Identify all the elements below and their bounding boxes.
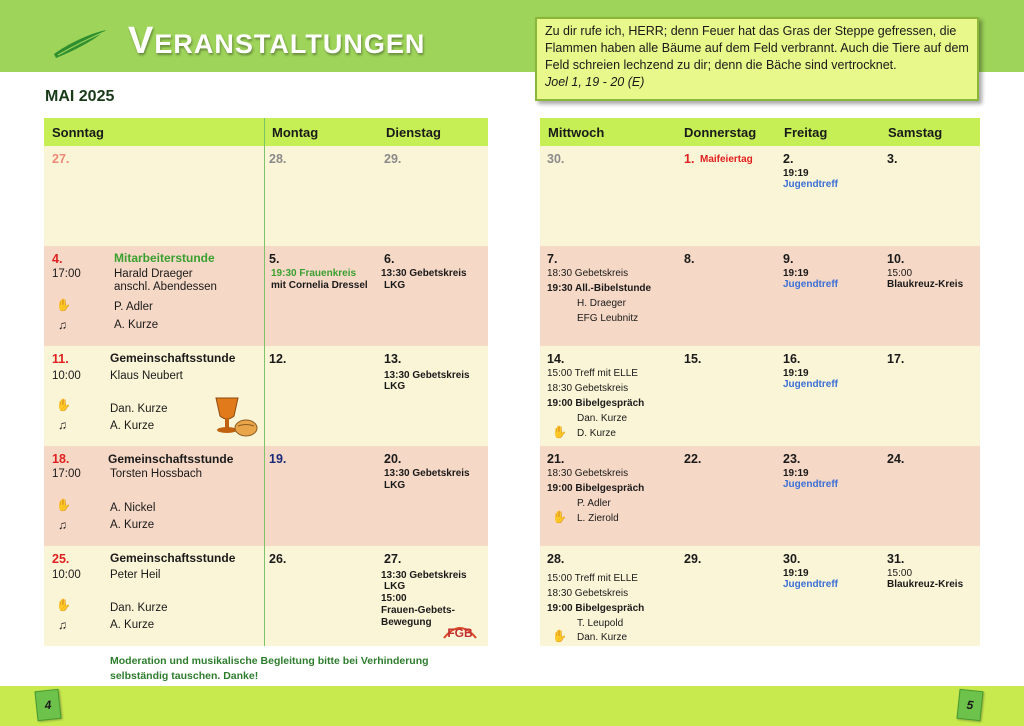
tuesday-event-time: 15:00 <box>381 593 407 604</box>
tuesday-date: 29. <box>384 152 402 166</box>
saturday-time: 15:00 <box>887 268 913 279</box>
header-donnerstag: Donnerstag <box>684 124 757 140</box>
week-row <box>540 446 980 546</box>
thursday-date: 22. <box>684 452 702 466</box>
wednesday-event: 18:30 Gebetskreis <box>547 588 629 599</box>
sunday-date: 4. <box>52 252 63 266</box>
tuesday-date: 20. <box>384 452 402 466</box>
tuesday-event-title-2: Bewegung <box>381 617 432 628</box>
footnote-line: selbständig tauschen. Danke! <box>110 670 259 682</box>
tuesday-event: 13:30 Gebetskreis <box>384 468 470 479</box>
wednesday-moderator: D. Kurze <box>577 428 616 439</box>
week-row <box>44 446 488 546</box>
footnote <box>110 654 429 684</box>
monday-date: 26. <box>269 552 287 566</box>
wednesday-event: 15:00 Treff mit ELLE <box>547 573 638 584</box>
sunday-date: 25. <box>52 552 70 566</box>
friday-event: Jugendtreff <box>783 579 838 590</box>
sunday-music: A. Kurze <box>114 319 159 331</box>
sunday-speaker: Klaus Neubert <box>110 370 183 382</box>
saturday-date: 3. <box>887 152 898 166</box>
verse-text: Zu dir rufe ich, HERR; denn Feuer hat das Gras der Steppe gefressen, die Flammen haben alle Bäume auf dem Feld verbrannt. Auch die Tiere auf dem Feld schreien lechzend zu dir; denn die Bäche sind vertrocknet. <box>545 24 969 72</box>
wednesday-speaker: H. Draeger <box>577 298 626 309</box>
week-row <box>44 346 488 446</box>
wednesday-event: 19:00 Bibelgespräch <box>547 603 645 614</box>
friday-event: Jugendtreff <box>783 379 838 390</box>
thursday-date: 29. <box>684 552 702 566</box>
wednesday-date: 7. <box>547 252 558 266</box>
friday-date: 23. <box>783 452 801 466</box>
friday-date: 9. <box>783 252 794 266</box>
wednesday-event: 18:30 Gebetskreis <box>547 383 629 394</box>
tuesday-event-place: LKG <box>384 480 406 491</box>
friday-time: 19:19 <box>783 368 809 379</box>
wednesday-event: 19:00 Bibelgespräch <box>547 483 645 494</box>
header-sonntag: Sonntag <box>52 124 104 140</box>
tuesday-event-place: LKG <box>384 581 406 592</box>
sunday-moderator: Dan. Kurze <box>110 403 168 415</box>
week-row <box>44 546 488 646</box>
friday-event: Jugendtreff <box>783 279 838 290</box>
sunday-time: 10:00 <box>52 370 81 382</box>
header-dienstag: Dienstag <box>386 124 441 140</box>
wednesday-moderator: Dan. Kurze <box>577 632 628 643</box>
saturday-date: 17. <box>887 352 905 366</box>
saturday-date: 31. <box>887 552 905 566</box>
music-note-icon: ♫ <box>58 518 67 532</box>
thursday-event: Maifeiertag <box>700 154 753 165</box>
sunday-time: 10:00 <box>52 569 81 581</box>
sunday-moderator: A. Nickel <box>110 502 156 514</box>
tuesday-date: 6. <box>384 252 395 266</box>
tuesday-date: 13. <box>384 352 402 366</box>
footnote-line: Moderation und musikalische Begleitung bitte bei Verhinderung <box>110 655 429 667</box>
page-number-right: 5 <box>956 689 983 721</box>
sunday-event-title: Gemeinschaftsstunde <box>110 551 236 565</box>
header-mittwoch: Mittwoch <box>548 124 605 140</box>
thursday-date: 8. <box>684 252 695 266</box>
fgb-logo-text: FGB <box>447 626 473 640</box>
wednesday-event: 18:30 Gebetskreis <box>547 268 629 279</box>
sunday-date: 18. <box>52 452 70 466</box>
sunday-moderator: Dan. Kurze <box>110 602 168 614</box>
tuesday-event-place: LKG <box>384 280 406 291</box>
week-row <box>540 146 980 246</box>
saturday-time: 15:00 <box>887 568 913 579</box>
hand-icon: ✋ <box>552 510 567 524</box>
leaf-icon <box>50 24 110 64</box>
saturday-event: Blaukreuz-Kreis <box>887 279 964 290</box>
music-note-icon: ♫ <box>58 418 67 432</box>
hand-icon: ✋ <box>56 498 71 512</box>
sunday-speaker: Torsten Hossbach <box>110 468 203 480</box>
saturday-date: 24. <box>887 452 905 466</box>
hand-icon: ✋ <box>56 298 71 312</box>
sunday-speaker: Peter Heil <box>110 569 161 581</box>
wednesday-speaker: T. Leupold <box>577 618 624 629</box>
verse-reference: Joel 1, 19 - 20 (E) <box>545 75 645 89</box>
communion-cup-icon <box>212 396 258 438</box>
monday-date: 5. <box>269 252 280 266</box>
calendar-left <box>44 118 488 646</box>
header-samstag: Samstag <box>888 124 943 140</box>
wednesday-date: 14. <box>547 352 565 366</box>
sunday-time: 17:00 <box>52 268 81 280</box>
header-row <box>540 118 980 146</box>
sunday-time: 17:00 <box>52 468 81 480</box>
friday-date: 2. <box>783 152 794 166</box>
tuesday-event-place: LKG <box>384 381 406 392</box>
monday-date: 12. <box>269 352 287 366</box>
friday-time: 19:19 <box>783 268 809 279</box>
friday-event: Jugendtreff <box>783 179 838 190</box>
wednesday-event: 19:00 Bibelgespräch <box>547 398 645 409</box>
hand-icon: ✋ <box>552 629 567 643</box>
tuesday-event: 13:30 Gebetskreis <box>381 570 467 581</box>
week-row <box>540 346 980 446</box>
sunday-event-title: Gemeinschaftsstunde <box>108 452 234 466</box>
monday-event: 19:30 Frauenkreis <box>271 268 357 279</box>
tuesday-date: 27. <box>384 552 402 566</box>
monday-event-note: mit Cornelia Dressel <box>271 280 368 291</box>
hand-icon: ✋ <box>552 425 567 439</box>
hand-icon: ✋ <box>56 598 71 612</box>
saturday-event: Blaukreuz-Kreis <box>887 579 964 590</box>
page-number-left: 4 <box>34 689 61 721</box>
sunday-music: A. Kurze <box>110 519 155 531</box>
week-row <box>540 546 980 646</box>
calendar-right <box>540 118 980 646</box>
sunday-speaker-note: anschl. Abendessen <box>114 281 217 293</box>
week-row <box>540 246 980 346</box>
friday-event: Jugendtreff <box>783 479 838 490</box>
wednesday-moderator: L. Zierold <box>577 513 619 524</box>
sunday-date: 11. <box>52 352 69 366</box>
sunday-event-title: Gemeinschaftsstunde <box>110 351 236 365</box>
sunday-speaker: Harald Draeger <box>114 268 193 280</box>
sunday-date: 27. <box>52 152 70 166</box>
wednesday-speaker: Dan. Kurze <box>577 413 628 424</box>
thursday-date: 1. <box>684 152 695 166</box>
monday-date: 19. <box>269 452 287 466</box>
wednesday-event: 19:30 All.-Bibelstunde <box>547 283 652 294</box>
week-row <box>44 246 488 346</box>
sunday-music: A. Kurze <box>110 420 155 432</box>
bottom-band <box>0 686 1024 726</box>
sunday-event-title: Mitarbeiterstunde <box>114 251 215 265</box>
page-title: Veranstaltungen <box>128 20 426 62</box>
wednesday-date: 30. <box>547 152 565 166</box>
header-row <box>44 118 488 146</box>
fgb-logo-icon <box>442 616 478 642</box>
month-title: MAI 2025 <box>45 88 115 105</box>
tuesday-event-title: Frauen-Gebets- <box>381 605 455 616</box>
monday-date: 28. <box>269 152 287 166</box>
tuesday-event: 13:30 Gebetskreis <box>381 268 467 279</box>
sunday-music: A. Kurze <box>110 619 155 631</box>
friday-time: 19:19 <box>783 568 809 579</box>
wednesday-date: 28. <box>547 552 565 566</box>
saturday-date: 10. <box>887 252 905 266</box>
column-divider <box>264 118 265 646</box>
wednesday-date: 21. <box>547 452 565 466</box>
wednesday-event: 18:30 Gebetskreis <box>547 468 629 479</box>
wednesday-speaker: P. Adler <box>577 498 611 509</box>
week-row <box>44 146 488 246</box>
wednesday-event: 15:00 Treff mit ELLE <box>547 368 638 379</box>
friday-date: 16. <box>783 352 801 366</box>
tuesday-event: 13:30 Gebetskreis <box>384 370 470 381</box>
sunday-moderator: P. Adler <box>114 301 153 313</box>
header-freitag: Freitag <box>784 124 828 140</box>
bible-verse-box <box>535 17 979 101</box>
thursday-date: 15. <box>684 352 702 366</box>
friday-time: 19:19 <box>783 168 809 179</box>
music-note-icon: ♫ <box>58 318 67 332</box>
music-note-icon: ♫ <box>58 618 67 632</box>
header-montag: Montag <box>272 124 319 140</box>
hand-icon: ✋ <box>56 398 71 412</box>
wednesday-location: EFG Leubnitz <box>577 313 639 324</box>
friday-time: 19:19 <box>783 468 809 479</box>
friday-date: 30. <box>783 552 801 566</box>
